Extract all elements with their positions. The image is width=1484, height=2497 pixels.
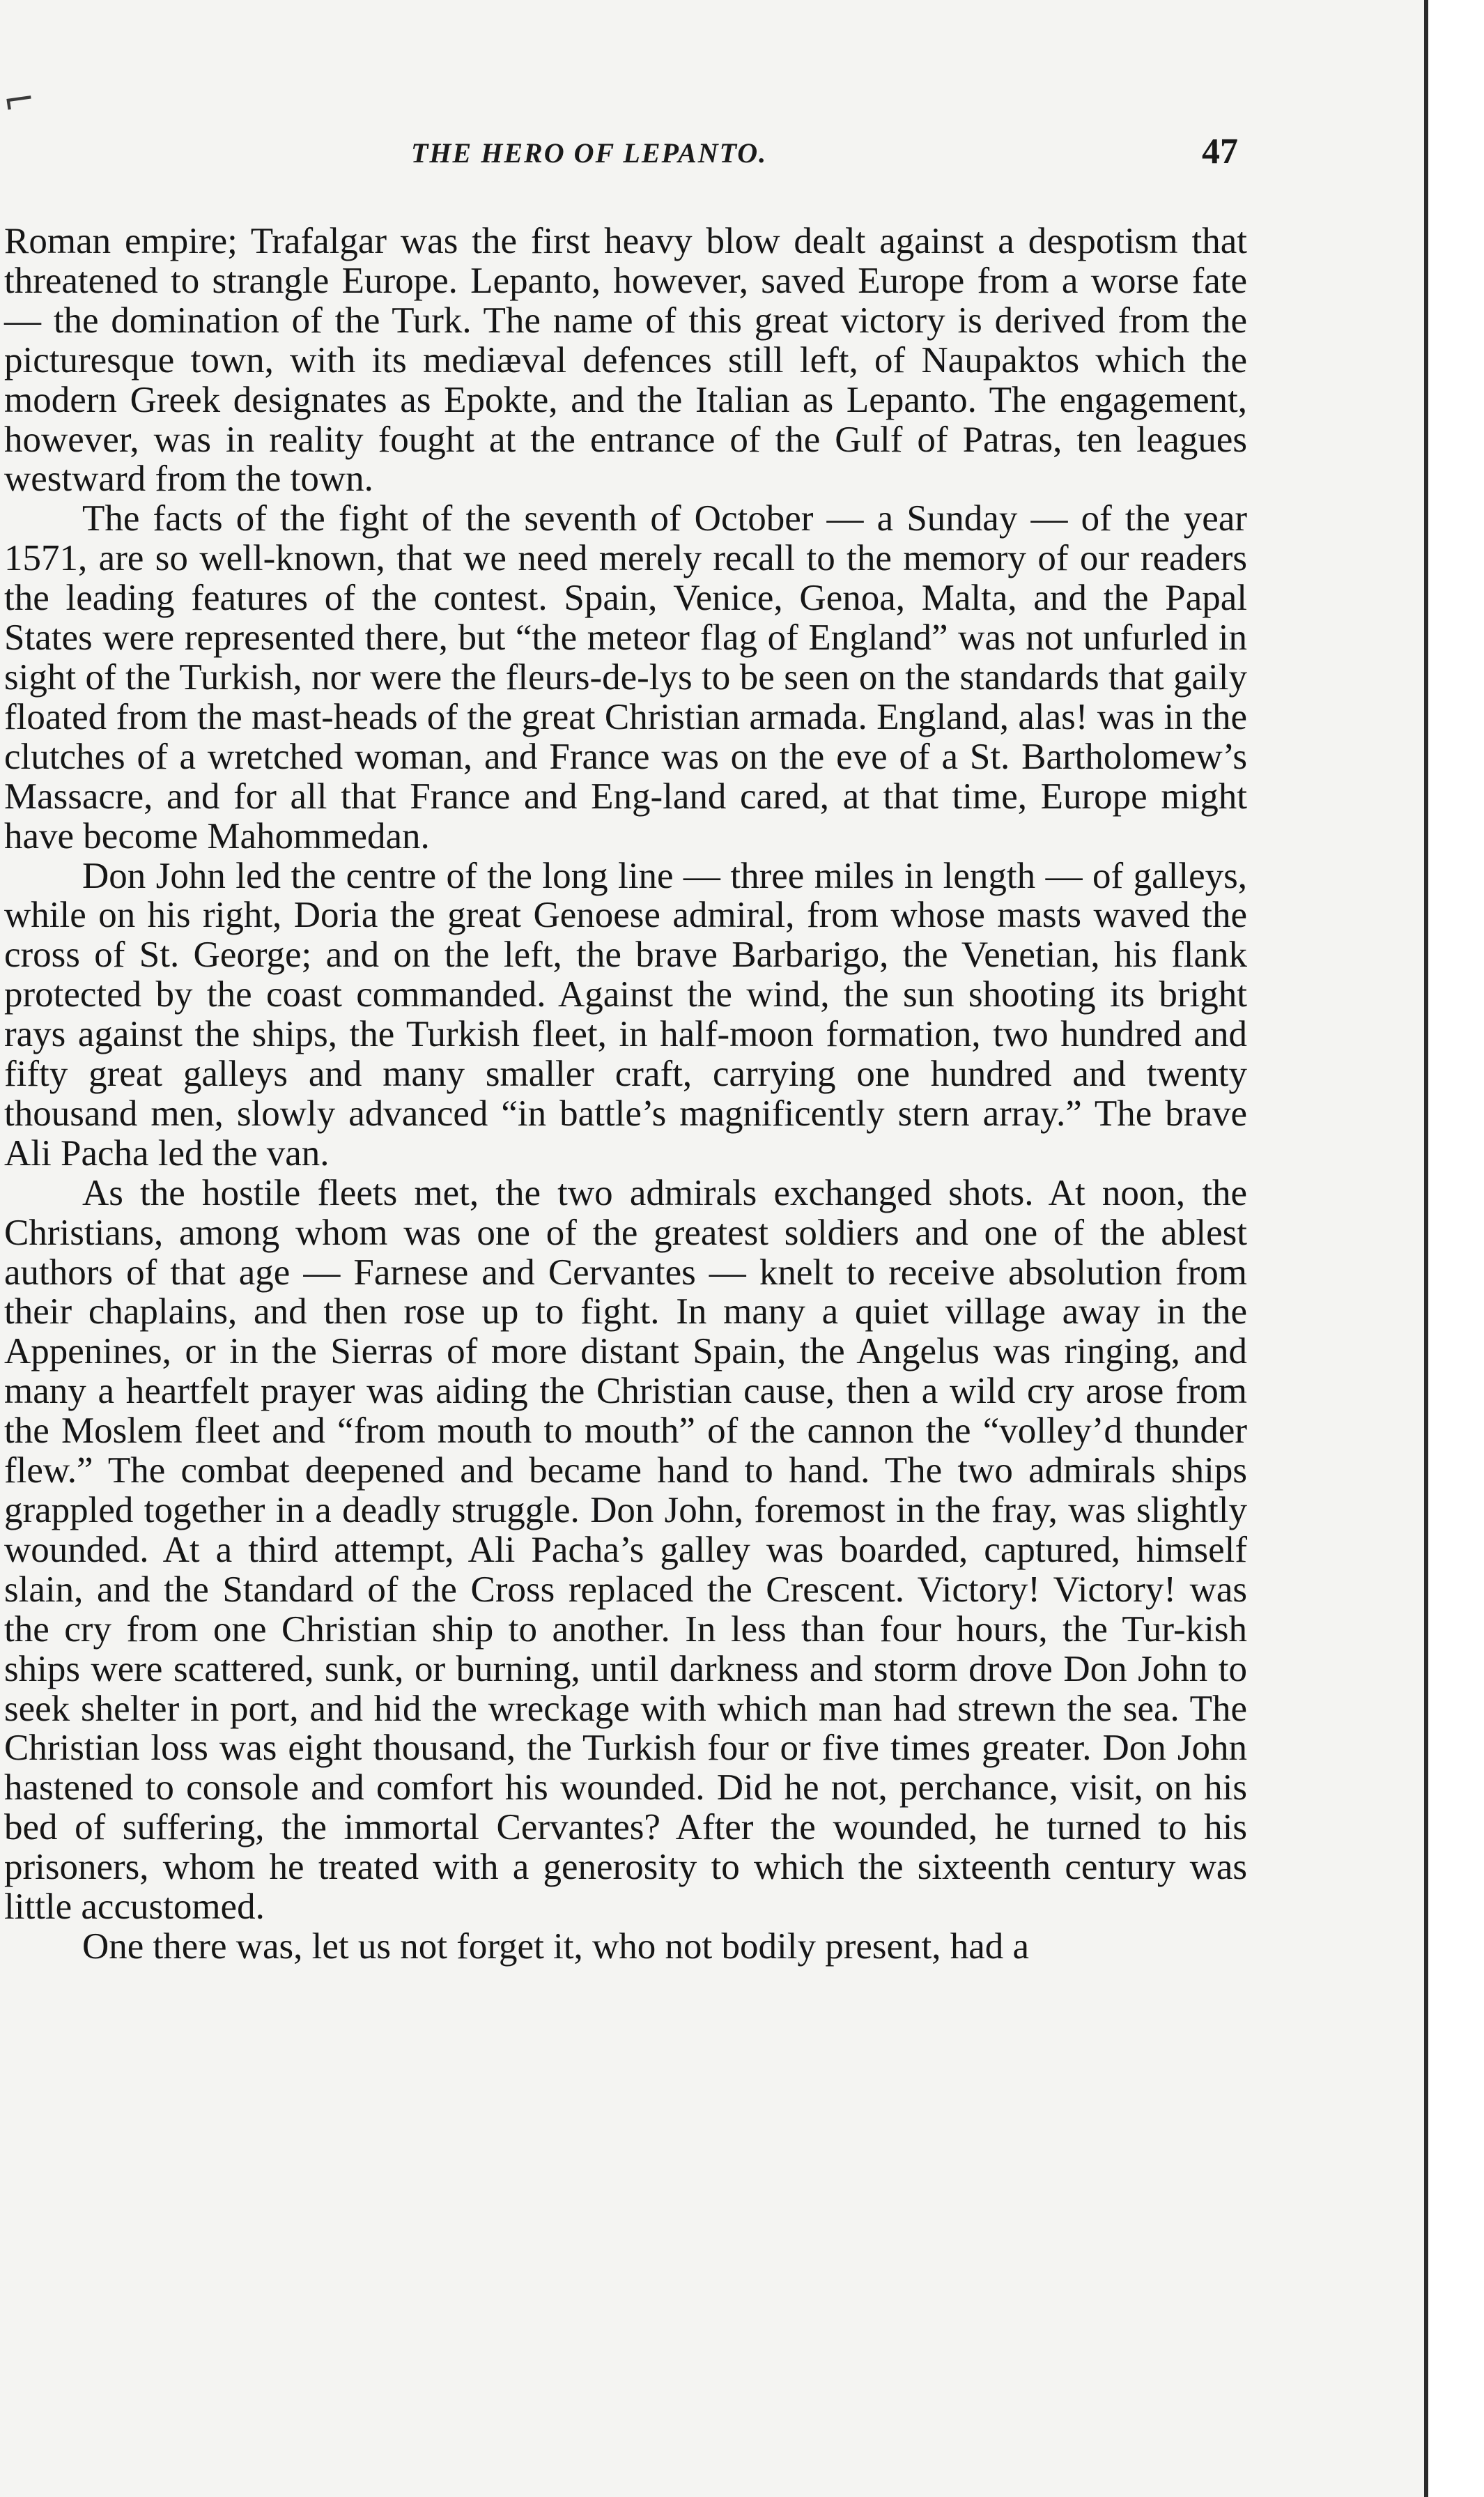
page-number: 47 [1202, 132, 1238, 171]
body-text [4, 222, 1247, 1967]
running-head [0, 131, 1254, 180]
running-title: THE HERO OF LEPANTO. [411, 137, 768, 169]
paragraph-don-john-led: Don John led the centre of the long line — three miles in length — of galleys, while on his right, Doria the great Genoese admiral, from whose masts waved the cross of St. George; and on the left, the brave Barbarigo, the Venetian, his flank protected by the coast commanded. Against the wind, the sun shooting its bright rays against the ships, the Turkish fleet, in half-moon formation, two hundred and fifty great galleys and many smaller craft, carrying one hundred and twenty thousand men, slowly advanced “in battle’s magnificently stern array.” The brave Ali Pacha led the van. [4, 855, 1247, 1174]
paragraph-facts-of-fight: The facts of the fight of the seventh of October — a Sunday — of the year 1571, are so well-known, that we need merely recall to the memory of our readers the leading features of the contest. Spain, Venice, Genoa, Malta, and the Papal States were represented there, but “the meteor flag of England” was not unfurled in sight of the Turkish, nor were the fleurs-de-lys to be seen on the standards that gaily floated from the mast-heads of the great Christian armada. England, alas! was in the clutches of a wretched woman, and France was on the eve of a St. Bartholomew’s Massacre, and for all that France and Eng-land cared, at that time, Europe might have become Mahommedan. [4, 498, 1247, 856]
paragraph-one-there-was: One there was, let us not forget it, who not bodily present, had a [82, 1926, 1030, 1967]
scan-margin [1428, 0, 1484, 2497]
paragraph-continued: Roman empire; Trafalgar was the first heavy blow dealt against a despotism that threatened to strangle Europe. Lepanto, however, saved Europe from a worse fate — the domination of the Turk. The name of this great victory is derived from the picturesque town, with its mediæval defences still left, of Naupaktos which the modern Greek designates as Epokte, and the Italian as Lepanto. The engagement, however, was in reality fought at the entrance of the Gulf of Patras, ten leagues westward from the town. [4, 221, 1247, 500]
margin-pencil-mark: ⌐ [0, 76, 39, 125]
paragraph-hostile-fleets: As the hostile fleets met, the two admirals exchanged shots. At noon, the Christians, among whom was one of the greatest soldiers and one of the ablest authors of that age — Farnese and Cervantes — knelt to receive absolution from their chaplains, and then rose up to fight. In many a quiet village away in the Appenines, or in the Sierras of more distant Spain, the Angelus was ringing, and many a heartfelt prayer was aiding the Christian cause, then a wild cry arose from the Moslem fleet and “from mouth to mouth” of the cannon the “volley’d thunder flew.” The combat deepened and became hand to hand. The two admirals ships grappled together in a deadly struggle. Don John, foremost in the fray, was slightly wounded. At a third attempt, Ali Pacha’s galley was boarded, captured, himself slain, and the Standard of the Cross replaced the Crescent. Victory! Victory! was the cry from one Christian ship to another. In less than four hours, the Tur-kish ships were scattered, sunk, or burning, until darkness and storm drove Don John to seek shelter in port, and hid the wreckage with which man had strewn the sea. The Christian loss was eight thousand, the Turkish four or five times greater. Don John hastened to console and comfort his wounded. Did he not, perchance, visit, on his bed of suffering, the immortal Cervantes? After the wounded, he turned to his prisoners, whom he treated with a generosity to which the sixteenth century was little accustomed. [4, 1172, 1247, 1928]
